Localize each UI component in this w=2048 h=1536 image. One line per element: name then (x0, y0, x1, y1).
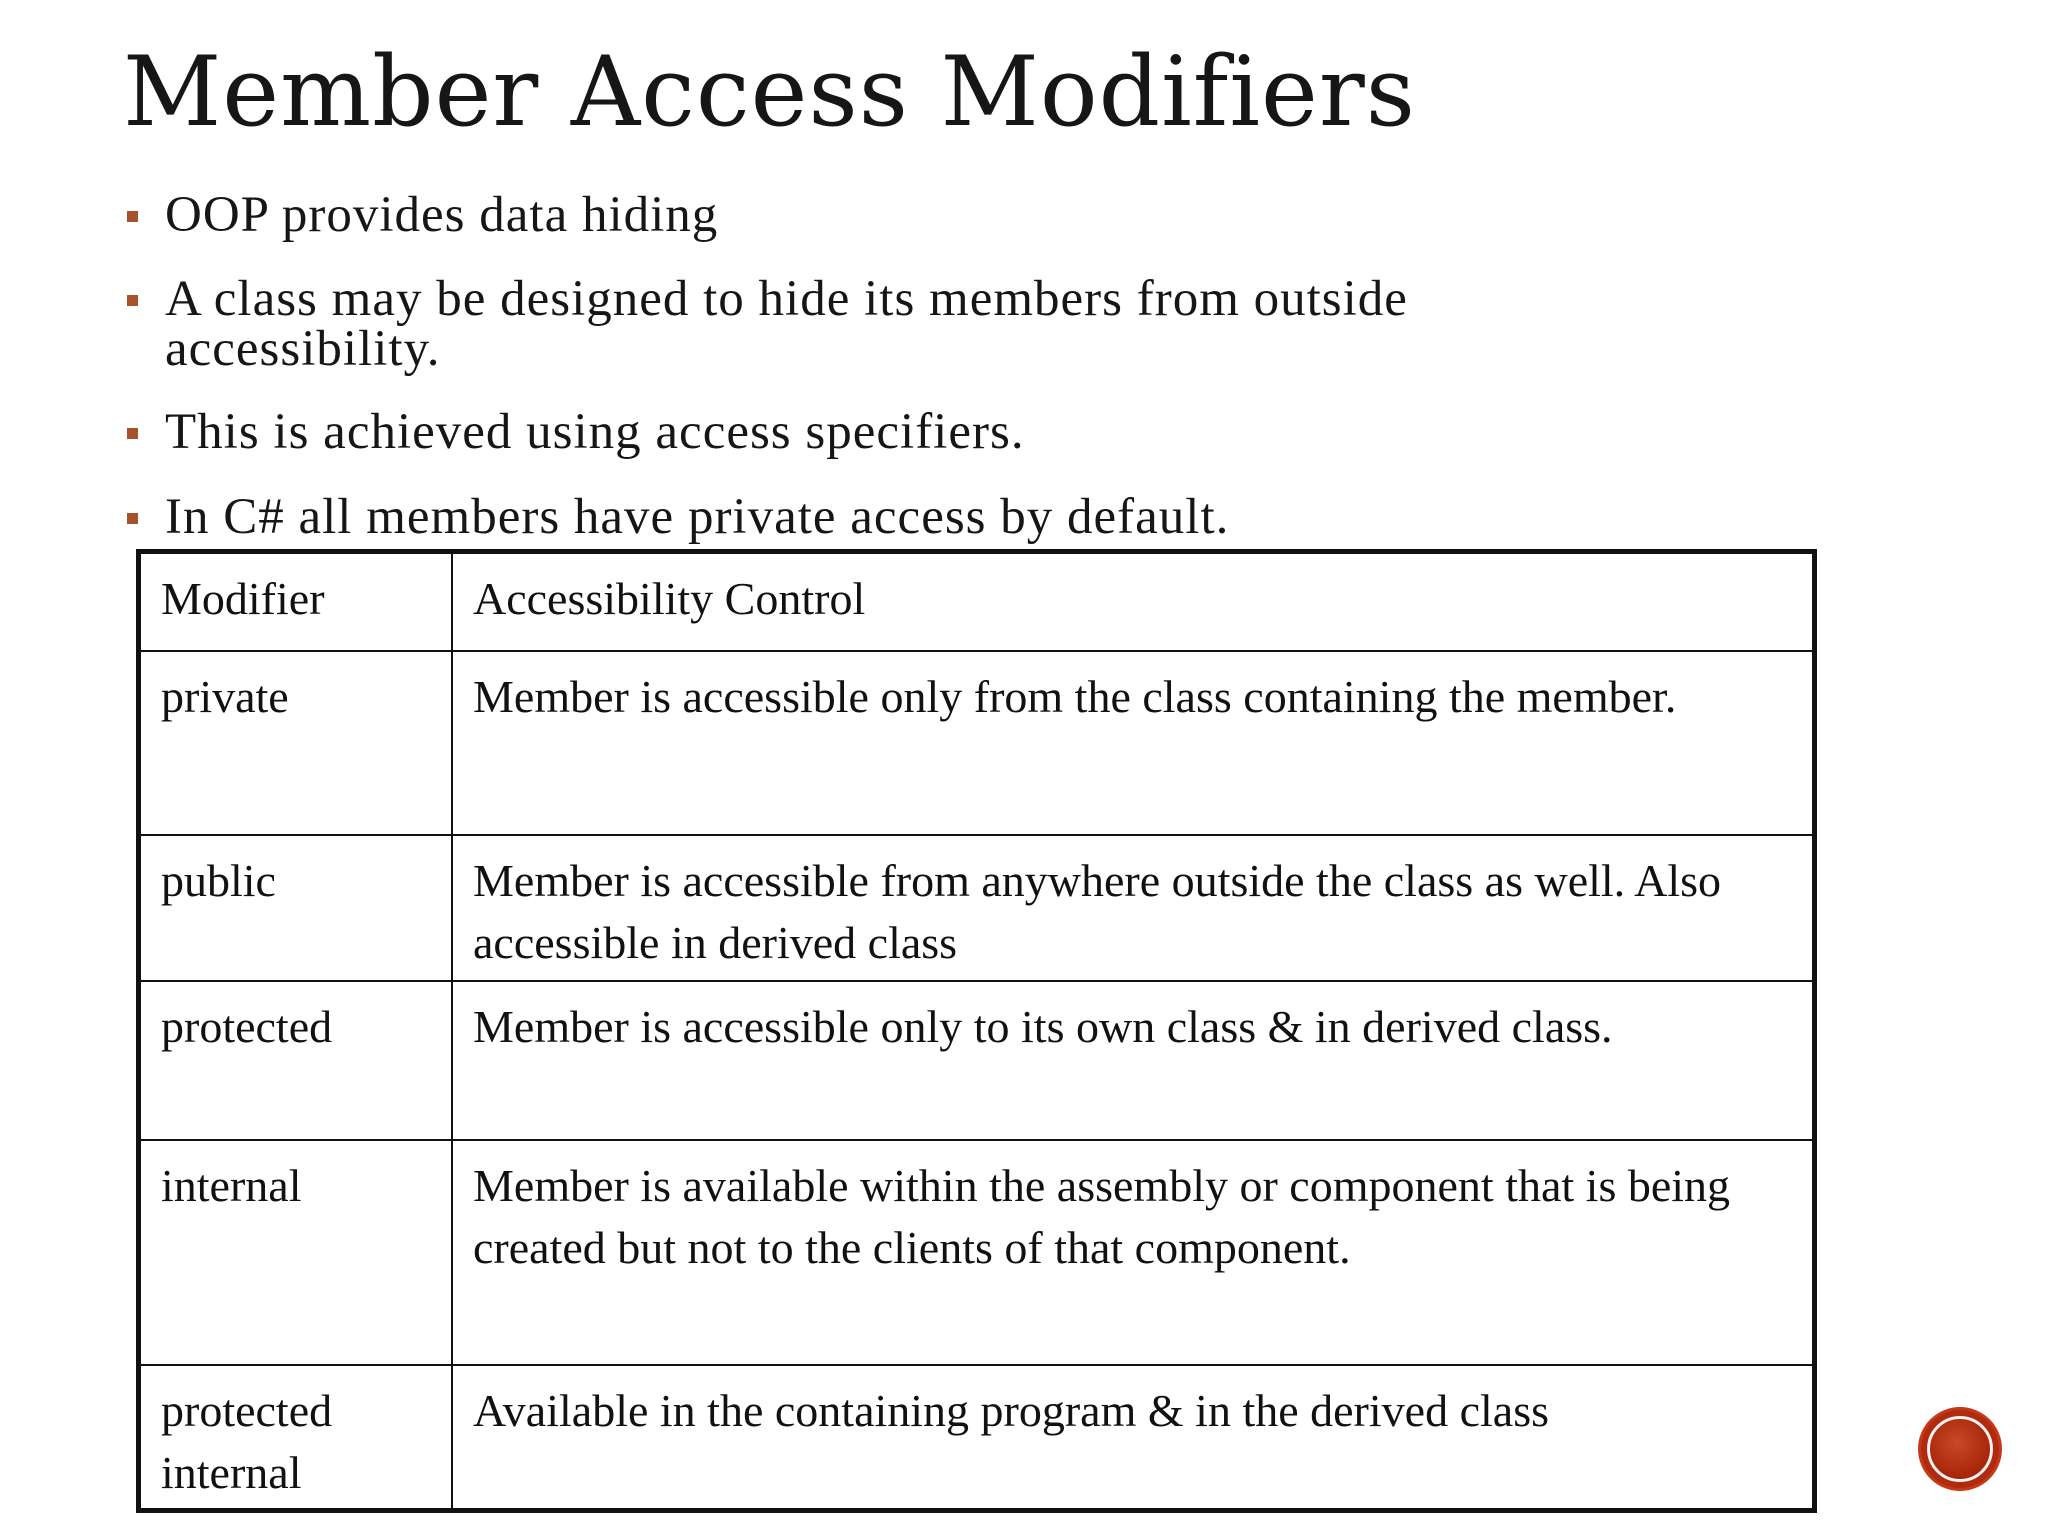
control-cell: Member is available within the assembly or component that is being created but not to the clients of that component. (452, 1140, 1815, 1365)
table-row (139, 651, 1815, 835)
control-cell: Member is accessible only from the class containing the member. (452, 651, 1815, 835)
control-cell: Available in the containing program & in the derived class (452, 1365, 1815, 1511)
table-row (139, 981, 1815, 1140)
bullet-text: In C# all members have private access by default. (165, 489, 1230, 545)
modifier-cell: protected internal (139, 1365, 453, 1511)
control-cell: Member is accessible only to its own class & in derived class. (452, 981, 1815, 1140)
table-row (139, 1140, 1815, 1365)
bullet-item (123, 404, 1025, 460)
bullet-item (123, 271, 1665, 377)
table-row (139, 835, 1815, 981)
circle-record-icon (1927, 1416, 1993, 1482)
square-bullet-icon (127, 513, 138, 524)
bullet-text: OOP provides data hiding (165, 187, 719, 243)
modifier-cell: public (139, 835, 453, 981)
bullet-text: A class may be designed to hide its members from outside accessibility. (165, 271, 1408, 377)
control-cell: Member is accessible from anywhere outside the class as well. Also accessible in derived class (452, 835, 1815, 981)
bullet-item (123, 489, 1230, 545)
table-header-row (139, 552, 1815, 652)
square-bullet-icon (127, 295, 138, 306)
modifier-cell: internal (139, 1140, 453, 1365)
header-modifier: Modifier (139, 552, 453, 652)
bullet-text: This is achieved using access specifiers. (165, 404, 1025, 460)
modifier-cell: private (139, 651, 453, 835)
access-modifier-table (136, 549, 1817, 1513)
table-row (139, 1365, 1815, 1511)
modifier-cell: protected (139, 981, 453, 1140)
header-accessibility-control: Accessibility Control (452, 552, 1815, 652)
slide-nav-button[interactable] (1918, 1407, 2002, 1491)
square-bullet-icon (127, 428, 138, 439)
slide-title: Member Access Modifiers (123, 36, 1416, 148)
square-bullet-icon (127, 211, 138, 222)
bullet-item (123, 187, 719, 243)
